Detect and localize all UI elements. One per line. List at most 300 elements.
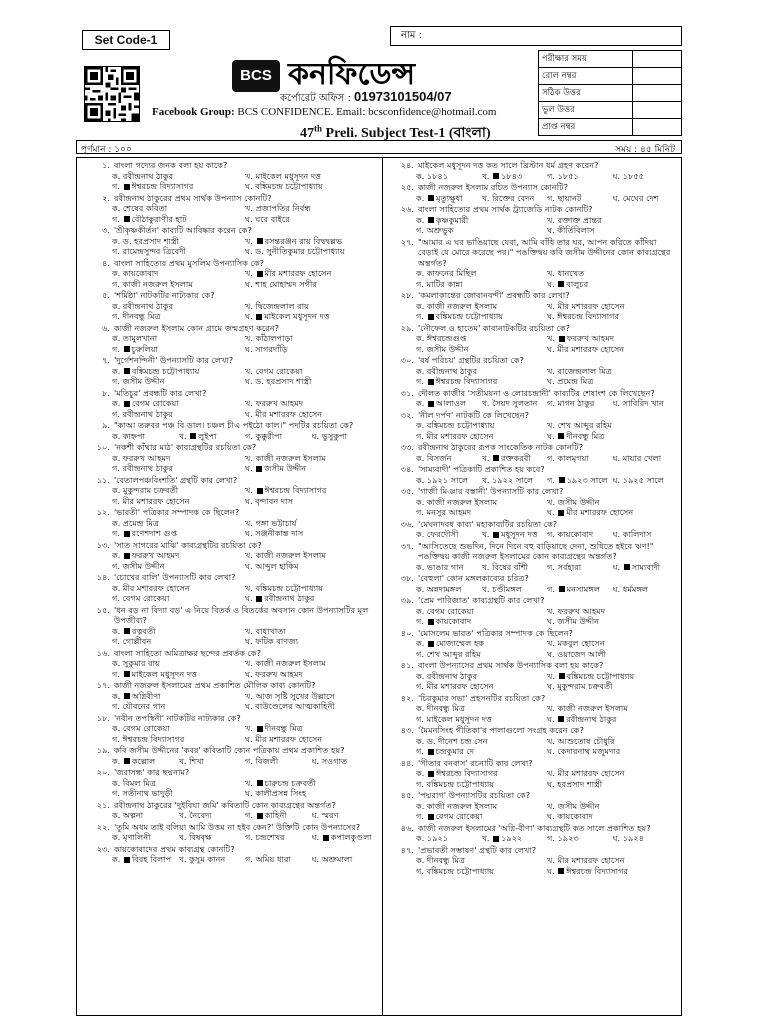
option[interactable]: ক. তামুলখানা [112, 333, 158, 343]
question-text: 'কমলাকান্তের জোবানবন্দী' প্রবন্ধটি কার লেখা? [418, 290, 570, 300]
option[interactable]: খ. জসীম উদ্দীন [547, 496, 600, 507]
options-list [386, 855, 678, 876]
option[interactable]: ঘ. কায়কোবাদ [547, 811, 593, 821]
option[interactable]: খ. ফররুখ আহমদ [547, 605, 606, 616]
info-row [539, 51, 682, 68]
option[interactable]: ক. দীনবন্ধু মিত্র [416, 703, 466, 713]
options-list [82, 778, 378, 799]
option[interactable]: খ. ফররুখ আহমদ [245, 398, 304, 408]
info-value-cell[interactable] [633, 119, 682, 136]
question-number: ৩৯. [400, 595, 414, 605]
option[interactable]: ক. অগ্নিবীণা [112, 690, 161, 701]
question-text: "আসিতেছে শুভদিন, দিনে দিনে বহু বাড়িয়াছে দেনা, শুধিতে হইবে ঋণ!" পঙক্তিদ্বয় কাজী নজরুল ইসলামের কোন কাব্যগ্রন্থের অন্তর্গত? [418, 540, 654, 561]
question-number: ২৪. [400, 160, 414, 170]
option[interactable]: ঘ. কপালকুণ্ডলা [311, 832, 372, 842]
option[interactable]: ঘ. মীর মশাররফ হোসেন [245, 408, 323, 419]
option[interactable]: ক. বেগম রোকেয়া [416, 605, 474, 616]
logo-badge: BCS [232, 60, 280, 92]
correct-answer-mark-icon [257, 726, 263, 732]
option[interactable]: ক. কৃষ্ণকুমারী [416, 214, 469, 225]
option[interactable]: খ. মীর মশাররফ হোসেন [547, 855, 625, 865]
option[interactable]: গ. শেখ আব্দুর রহিম [416, 648, 481, 659]
correct-answer-mark-icon [428, 641, 434, 647]
question-item [82, 822, 378, 843]
option[interactable]: ঘ. স্মরণ [311, 810, 339, 820]
question-text: বাংলা সাহিত্যের প্রথম সার্থক ট্র্যাজেডি নাটক কোনটি? [418, 204, 593, 214]
info-row [539, 119, 682, 136]
question-item [82, 160, 378, 192]
option[interactable]: ঘ. বালুচর [547, 278, 589, 289]
option[interactable]: খ. ধানখেত [547, 268, 585, 278]
option[interactable]: গ. মাইকেল মধুসূদন দত্ত [416, 713, 492, 724]
option[interactable]: ঘ. সাম্যবাদী [612, 561, 661, 572]
question-item [82, 290, 378, 322]
option[interactable]: গ. মীর মশাররফ হোসেন [112, 495, 190, 506]
info-label: পরীক্ষার সময় [539, 51, 633, 68]
correct-answer-mark-icon [624, 564, 630, 570]
options-list [386, 703, 678, 724]
option[interactable]: ক. আলাওল [416, 398, 467, 408]
option[interactable]: ক. কল্লোল [112, 755, 156, 766]
option[interactable]: গ. রবীন্দ্রনাথ ঠাকুর [112, 408, 173, 419]
question-text: 'চিরকুমার সভা' প্রহসনটির রচয়িতা কে? [418, 692, 546, 703]
question-text: বাংলা গদ্যের জনক বলা হয় কাকে? [114, 160, 228, 170]
name-field[interactable]: নাম : [390, 26, 682, 46]
info-row [539, 85, 682, 102]
option[interactable]: ক. রবীন্দ্রনাথ ঠাকুর [112, 300, 174, 311]
correct-answer-mark-icon [124, 628, 130, 634]
correct-answer-mark-icon [190, 433, 196, 439]
option[interactable]: গ. বঙ্কিমচন্দ্র চট্টোপাধ্যায় [416, 311, 504, 321]
option[interactable]: গ. ১৯২৩ সালে [547, 474, 608, 485]
correct-answer-mark-icon [558, 868, 564, 874]
option[interactable]: ক. অন্নদামঙ্গল [416, 583, 462, 594]
question-number: ৩৫. [400, 486, 414, 496]
option[interactable]: ক. অল্পনা [112, 810, 144, 820]
question-item [386, 628, 678, 660]
question-text: রবীন্দ্রনাথ ঠাকুরের রূপক সাংকেতিক নাটক কোনটি? [418, 442, 584, 452]
info-row [539, 68, 682, 85]
option[interactable]: ক. কায়কোবাদ [112, 268, 159, 278]
option[interactable]: খ. ১৮৪৩ [481, 170, 523, 181]
question-number: ৫. [102, 290, 110, 300]
correct-answer-mark-icon [256, 596, 262, 602]
option[interactable]: ক. রবীন্দ্রনাথ ঠাকুর [112, 170, 174, 181]
correct-answer-mark-icon [256, 314, 262, 320]
option[interactable]: ঘ. বাউণ্ডেলের আত্মকাহিনী [245, 701, 335, 711]
option[interactable]: ক. ভাঙার গান [416, 561, 464, 572]
option[interactable]: খ. কাজী নজরুল ইসলাম [245, 658, 326, 668]
question-text: 'বেতালপঞ্চবিংশতি' গ্রন্থটি কার লেখা? [114, 474, 238, 485]
option[interactable]: গ. মাইকেল মধুসূদন দত্ত [112, 668, 197, 679]
option[interactable]: খ. বাধাখাতা [245, 625, 286, 636]
option[interactable]: খ. চণ্ডীমঙ্গল [481, 583, 522, 594]
option[interactable]: ক. বঙ্কিমচন্দ্র চট্টোপাধ্যায় [416, 420, 495, 430]
question-item [386, 442, 678, 463]
info-value-cell[interactable] [633, 102, 682, 119]
option[interactable]: গ. সতীনাথ ভাদুড়ী [112, 788, 173, 798]
question-text: কাজী নজরুল ইসলাম রচিত উপন্যাস কোনটি? [418, 182, 568, 192]
question-number: ১০. [96, 442, 110, 452]
option[interactable]: খ. মীর মশাররফ হোসেন [245, 268, 332, 278]
option[interactable]: গ. চন্দ্রশেখর [245, 832, 285, 842]
option[interactable]: ঘ. কালীপ্রসন্ন সিংহ [245, 788, 307, 798]
exam-time: সময় : ৪৫ মিনিট [615, 145, 675, 155]
question-number: ২৩. [96, 843, 110, 854]
question-number: ২১. [96, 799, 110, 810]
option[interactable]: গ. বেগম রোকেয়া [112, 593, 170, 603]
option[interactable]: গ. গোল্লীবন [112, 636, 152, 646]
question-number: ৪৫. [400, 790, 414, 800]
question-number: ৪৭. [400, 844, 414, 855]
option[interactable]: ক. দীনবন্ধু মিত্র [416, 855, 466, 865]
question-number: ৮. [102, 387, 110, 398]
option[interactable]: ক. ড. দীনেশ চন্দ্র সেন [416, 735, 488, 746]
question-number: ২. [102, 192, 110, 203]
option[interactable]: ক. ১৮৪১ [416, 170, 449, 181]
option[interactable]: ঘ. প্রমেন্দ্র মিত্র [547, 376, 594, 386]
option[interactable]: খ. ফররুখ আহমদ [547, 333, 615, 343]
option[interactable]: গ. চন্দ্রকুমার দে [416, 746, 474, 756]
question-item [386, 725, 678, 757]
question-item [82, 442, 378, 474]
option[interactable]: গ. রামেন্দ্রসুন্দর ত্রিবেদী [112, 246, 186, 256]
option[interactable]: ঘ. ১৯২৪ [612, 833, 645, 843]
option[interactable]: ঘ. কালিদাস [612, 529, 652, 539]
option[interactable]: ক. বিমল মিত্র [112, 777, 156, 788]
option[interactable]: গ. বিজলী [245, 755, 279, 766]
option[interactable]: গ. কাজী নজরুল ইসলাম [112, 278, 193, 289]
option[interactable]: ঘ. বৃন্দাবন দাস [245, 495, 293, 506]
question-number: ৩. [102, 225, 110, 235]
option[interactable]: খ. দীনবন্ধু মিত্র [245, 723, 303, 733]
option[interactable]: গ. কায়কোবাদ [547, 529, 594, 539]
option[interactable]: খ. আশুতোষ চৌধুরি [547, 735, 615, 746]
option[interactable]: খ. রাজেন্দ্রলাল মিত্র [547, 365, 612, 376]
option[interactable]: ঘ. আব্দুল হাকিম [245, 560, 299, 571]
option[interactable]: গ. ১৮৫১ [547, 170, 579, 181]
option[interactable]: ক. ফররুখ আহমদ [112, 550, 180, 560]
option[interactable]: গ. মাটির কান্না [416, 278, 463, 289]
option[interactable]: গ. রণেশদাশ গুপ্ত [112, 528, 178, 538]
option[interactable]: ঘ. শাহ মোহাম্মদ সগীর [245, 278, 317, 289]
question-number: ২২. [96, 821, 110, 832]
option[interactable]: গ. জসীম উদ্দীন [416, 343, 469, 354]
question-item [386, 204, 678, 236]
option[interactable]: খ. ১৯২২ [481, 833, 523, 843]
option[interactable]: ঘ. ভুসুকুপা [311, 430, 347, 441]
option[interactable]: ক. প্রমেন্দ্র মিত্র [112, 517, 160, 528]
logo-text: কনফিডেন্স [288, 57, 416, 92]
option[interactable]: ঘ. হরপ্রসাদ শাস্ত্রী [547, 778, 603, 789]
options-list [386, 420, 678, 441]
option[interactable]: ক. ড. হরপ্রসাদ শাস্ত্রী [112, 235, 179, 246]
info-value-cell[interactable] [633, 51, 682, 68]
options-list [82, 691, 378, 712]
question-text: দৌলত কাজীর 'সতীময়না ও লোরচন্দ্রানী' কাব্যটির শেষাংশ কে লিখেছেন? [418, 387, 655, 398]
question-item [82, 605, 378, 647]
option[interactable]: গ. কালমৃগয়া [547, 452, 589, 463]
correct-answer-mark-icon [257, 238, 263, 244]
option[interactable]: খ. রক্তাক্ত প্রান্তর [547, 214, 602, 225]
question-text: মাইকেল মধুসূদন দত্ত কত সালে খ্রিস্টান ধর্ম গ্রহণ করেন? [418, 160, 599, 170]
correct-answer-mark-icon [124, 857, 130, 863]
option[interactable]: ঘ. রবীন্দ্রনাথ ঠাকুর [547, 713, 617, 724]
option[interactable]: খ. মধুসূদন দত্ত [481, 529, 538, 539]
question-text: 'মোসলেম ভারত' পত্রিকার সম্পাদক কে ছিলেন? [418, 627, 574, 638]
option[interactable]: খ. চারুচন্দ্র চক্রবর্তী [245, 777, 316, 788]
option[interactable]: ঘ. সওগাত [311, 755, 348, 766]
correct-answer-mark-icon [428, 314, 434, 320]
option[interactable]: ক. মীর মশাররফ হোসেন [112, 582, 190, 593]
question-item [82, 540, 378, 572]
question-number: ৩৪. [400, 464, 414, 474]
option[interactable]: ঘ. ওয়াজেদ আলী [547, 648, 606, 659]
option[interactable]: গ. দীনবন্ধু মিত্র [112, 311, 161, 321]
question-item [386, 758, 678, 790]
correct-answer-mark-icon [559, 673, 565, 679]
option[interactable]: গ. যৌবনের গান [112, 701, 166, 711]
question-text: বাংলা উপন্যাসের প্রথম সার্থক উপন্যাসিক বলা হয় কাকে? [418, 660, 604, 670]
correct-answer-mark-icon [124, 553, 130, 559]
question-item [386, 845, 678, 877]
question-text: 'নৌফেল ও হাতেম' কাব্যনাটকটির রচয়িতা কে? [418, 322, 570, 333]
options-list [386, 801, 678, 822]
option[interactable]: ঘ. কীর্তিবিলাস [547, 225, 595, 235]
option[interactable]: ঘ. জসীম উদ্দীন [547, 616, 600, 626]
option[interactable]: খ. মীর মশাররফ হোসেন [547, 300, 625, 311]
option[interactable]: ঘ. ফটিক বাণজ্য [245, 636, 298, 646]
question-number: ৩২. [400, 409, 414, 420]
option[interactable]: ঘ. মেঘের দেশ [612, 192, 659, 203]
option[interactable]: ক. ঈশ্বরচন্দ্র বিদ্যাসাগর [416, 768, 498, 778]
options-list [386, 301, 678, 322]
option[interactable]: ঘ. রবীন্দ্রনাথ ঠাকুর [245, 593, 315, 603]
option[interactable]: ক. ফররুখ আহমদ [112, 452, 171, 463]
option[interactable]: গ. ঈশ্বরচন্দ্র বিদ্যাসাগর [112, 181, 194, 191]
option[interactable]: ঘ. মীর মশাররফ হোসেন [245, 733, 323, 744]
option[interactable]: গ. বেগম রোকেয়া [416, 811, 483, 821]
option[interactable]: খ. দ্বিজেন্দ্রলাল রায় [245, 300, 309, 311]
option[interactable]: ক. বঙ্কিমচন্দ্র চট্টোপাধ্যায় [112, 365, 200, 376]
option[interactable]: ঘ. সাবিরিদ খান [612, 398, 664, 408]
option[interactable]: ক. বিসর্জন [416, 452, 452, 463]
option[interactable]: গ. জসীম উদ্দীন [112, 376, 165, 386]
option[interactable]: ক. বিরহ বিলাপ [112, 854, 172, 864]
option[interactable]: গ. মনসুর আহমদ [416, 507, 472, 517]
option[interactable]: খ. রক্তকরবী [481, 452, 531, 463]
option[interactable]: খ. মীর মশাররফ হোসেন [547, 768, 625, 778]
option[interactable]: খ. কাজী নজরুল ইসলাম [245, 550, 326, 560]
option[interactable]: খ. ঈশ্বরচন্দ্র বিদ্যাসাগর [245, 485, 327, 495]
option[interactable]: ঘ. ড. হরপ্রসাদ শাস্ত্রী [245, 376, 312, 386]
option[interactable]: ক. ১৯২১ সালে [416, 474, 468, 485]
info-value-cell[interactable] [633, 85, 682, 102]
option[interactable]: ক. কাজী নজরুল ইসলাম [416, 496, 498, 507]
option[interactable]: খ. ১৯২২ সালে [481, 474, 534, 485]
option[interactable]: ঘ. ঈশ্বরচন্দ্র বিদ্যাসাগর [547, 311, 620, 321]
correct-answer-mark-icon [257, 813, 263, 819]
options-list [82, 203, 378, 224]
option[interactable]: ঘ. অশ্রুমালা [311, 854, 353, 864]
option[interactable]: ঘ. ঘরে বাইরে [245, 213, 290, 224]
option[interactable]: খ. জসীম উদ্দীন [547, 800, 600, 811]
option[interactable]: খ. রিক্তের বেদন [481, 192, 535, 203]
option[interactable]: ঘ. বঙ্কিমচন্দ্র চট্টোপাধ্যায় [245, 181, 323, 191]
question-number: ৩৩. [400, 442, 414, 452]
option[interactable]: গ. রবীন্দ্রনাথ ঠাকুর [112, 463, 173, 473]
question-number: ১৫. [96, 604, 110, 615]
option[interactable]: গ. কায়কোবাদ [416, 616, 472, 626]
option[interactable]: ঘ. ঈশ্বরচন্দ্র বিদ্যাসাগর [547, 865, 629, 876]
option[interactable]: ক. ফেরদৌসী [416, 529, 459, 539]
option[interactable]: ক. কাজী নজরুল ইসলাম [416, 300, 498, 311]
correct-answer-mark-icon [493, 836, 499, 842]
question-text: 'নকশী কাঁথার মাঠ' কাব্যগ্রন্থটির রচয়িতা কে? [114, 442, 257, 452]
option[interactable]: খ. শিখা [178, 755, 205, 766]
option[interactable]: গ. সর্বহারা [547, 561, 582, 572]
option[interactable]: ক. শেষের কবিতা [112, 203, 168, 213]
option[interactable]: গ. ১৯২৩ [547, 833, 579, 843]
option[interactable]: ঘ. জসীম উদ্দীন [245, 463, 307, 473]
option[interactable]: খ. মাইকেল মধুসূদন দত্ত [245, 170, 321, 181]
option[interactable]: ঘ. সাগরদাঁড়ি [245, 343, 288, 354]
question-text: 'সাত সাগরের মাঝি' কাব্যগ্রন্থটির রচয়িতা কে? [114, 539, 262, 550]
option[interactable]: ক. বেগম রোকেয়া [112, 723, 170, 733]
option[interactable]: ক. ১৯২১ [416, 833, 449, 843]
option[interactable]: ক. বেগম রোকেয়া [112, 398, 179, 408]
option[interactable]: খ. কাঁঠালপাড়া [245, 333, 293, 343]
options-list [82, 518, 378, 539]
correct-answer-mark-icon [124, 671, 130, 677]
option[interactable]: গ. মীর মশাররফ হোসেন [416, 681, 494, 691]
options-list [386, 171, 678, 182]
correct-answer-mark-icon [493, 455, 499, 461]
option[interactable]: গ. বঙ্কিমচন্দ্র চট্টোপাধ্যায় [416, 865, 495, 876]
option[interactable]: খ. বিষবৃক্ষ [178, 832, 212, 842]
question-text: "আমার এ ঘর ভাঙিয়াছে যেবা, আমি বাঁধি তার ঘর, আপন করিতে কাঁদিয়া বেড়াই যে মোরে করেছে পর।" পঙক্তিদ্বয় কবি জসীম উদ্দীনের কোন কাব্যগ্রন্থের অন্তর্গত? [418, 236, 671, 268]
option[interactable]: খ. শেখ আব্দুর রহিম [547, 420, 612, 430]
question-number: ৬. [102, 322, 110, 333]
question-item [386, 519, 678, 540]
options-list [386, 453, 678, 464]
option[interactable]: ক. মৃণালিনী [112, 832, 151, 842]
option[interactable]: ক. রবীন্দ্রনাথ ঠাকুর [416, 670, 478, 681]
option[interactable]: খ. বসন্তরঞ্জন রায় বিদ্বদ্বল্লভ [245, 235, 343, 246]
question-text: কায়কোবাদের প্রথম কাব্যগ্রন্থ কোনটি? [114, 843, 235, 854]
options-list [386, 497, 678, 518]
option[interactable]: খ. সৈয়দ সুলতান [481, 398, 538, 408]
option[interactable]: ঘ. কেদারনাথ মজুমদার [547, 746, 621, 756]
option[interactable]: ক. সুকুমার রায় [112, 658, 160, 668]
option[interactable]: ক. মোজাম্মেল হক [416, 638, 484, 648]
options-list [386, 736, 678, 757]
question-item [82, 388, 378, 420]
option[interactable]: ঘ. মায়ার খেলা [612, 452, 662, 463]
option[interactable]: গ. ঈশ্বরচন্দ্র বিদ্যাসাগর [112, 733, 185, 744]
option[interactable]: গ. অমিয় ধারা [245, 854, 291, 864]
option[interactable]: খ. বঙ্কিমচন্দ্র চট্টোপাধ্যায় [245, 582, 324, 593]
option[interactable]: ঘ. মুকুন্দরাম চক্রবর্তী [547, 681, 613, 691]
facebook-line [152, 106, 496, 118]
option[interactable]: গ. ছায়ানট [547, 192, 582, 203]
option[interactable]: ক. মুকুন্দরাম চক্রবর্তী [112, 485, 179, 495]
option[interactable]: খ. নৈবেদ্য [178, 810, 212, 820]
options-list [386, 398, 678, 409]
option[interactable]: খ. কাজী নজরুল ইসলাম [547, 703, 628, 713]
option[interactable]: খ. গঙ্গা ভট্টাচার্য [245, 517, 297, 528]
option[interactable]: গ. অশ্রুভুক [416, 225, 454, 235]
option[interactable]: ক. রত্নবতী [112, 625, 156, 636]
info-value-cell[interactable] [633, 68, 682, 85]
options-list [386, 638, 678, 659]
option[interactable]: গ. বৌঠাকুরাণীর হাট [112, 213, 187, 224]
correct-answer-mark-icon [558, 433, 564, 439]
option[interactable]: খ. কাজী নজরুল ইসলাম [245, 452, 326, 463]
correct-answer-mark-icon [428, 401, 434, 407]
option[interactable]: ঘ. মাইকেল মধুসূদন দত্ত [245, 311, 330, 321]
option[interactable]: ক. ঈশ্বরচন্দ্রগুপ্ত [416, 333, 467, 343]
option[interactable]: ঘ. মীর মশাররফ হোসেন [547, 343, 625, 354]
option[interactable]: ক. কাজী নজরুল ইসলাম [416, 800, 498, 811]
option[interactable]: ক. কাফনের মিছিল [416, 268, 477, 278]
option[interactable]: গ. চুরুলিয়া [112, 343, 158, 354]
question-number: ২৫. [400, 182, 414, 192]
option[interactable]: খ. প্রজাপতির নির্বন্ধ [245, 203, 311, 213]
options-list [386, 333, 678, 354]
option[interactable]: গ. কুক্কুরীপা [245, 430, 283, 441]
question-item [82, 572, 378, 604]
option[interactable]: ক. রবীন্দ্রনাথ ঠাকুর [416, 365, 478, 376]
question-number: ৩৮. [400, 573, 414, 583]
option[interactable]: গ. বঙ্কিমচন্দ্র চট্টোপাধ্যায় [416, 778, 495, 789]
option[interactable]: ঘ. ফররুখ আহমদ [245, 668, 303, 679]
option[interactable]: খ. বেগম রোকেয়া [245, 365, 303, 376]
option[interactable]: গ. মাগন ঠাকুর [547, 398, 595, 408]
option[interactable]: ক. মৃত্যুক্ষুধা [416, 192, 463, 203]
option[interactable]: খ. লুইপা [178, 430, 217, 441]
option[interactable]: খ. মকবুল হোসেন [547, 638, 605, 648]
option[interactable]: খ. আজ সৃষ্টি সুখের উল্লাসে [245, 690, 335, 701]
option[interactable]: গ. মনসামঙ্গল [547, 583, 600, 594]
option[interactable]: ঘ. ১৯২৫ সালে [612, 474, 664, 485]
option[interactable]: ঘ. মীর মশাররফ হোসেন [547, 507, 634, 517]
question-item [82, 844, 378, 865]
option[interactable]: খ. বঙ্কিমচন্দ্র চট্টোপাধ্যায় [547, 670, 635, 681]
options-list [82, 756, 378, 767]
option[interactable]: খ. বিষের বাঁশী [481, 561, 529, 572]
question-item [82, 475, 378, 507]
correct-answer-mark-icon [256, 466, 262, 472]
correct-answer-mark-icon [428, 195, 434, 201]
option[interactable]: খ. কুসুম কানন [178, 854, 226, 864]
question-number: ১৮. [96, 712, 110, 723]
question-text: 'প্রেম পারিজাত' কাব্যগ্রন্থটি কার লেখা? [418, 595, 545, 605]
question-text: 'ধন বড় না বিদ্যা বড়' এ নিয়ে বিতর্ক ও বিতর্কের অবসান কোন উপন্যাসটির মূল উপজীব্য? [114, 604, 369, 625]
option[interactable]: ক. কাহ্নপা [112, 430, 146, 441]
option[interactable]: ঘ. সঞ্জনীকান্ত দাস [245, 528, 304, 538]
correct-answer-mark-icon [124, 693, 130, 699]
option[interactable]: ঘ. ১৮৫৫ [612, 170, 645, 181]
option[interactable]: গ. কাহিনী [245, 810, 287, 820]
option[interactable]: গ. জসীম উদ্দীন [112, 560, 165, 571]
option[interactable]: ঘ. ধর্মমঙ্গল [612, 583, 648, 594]
option[interactable]: গ. মীর মশাররফ হোসেন [416, 430, 494, 441]
option[interactable]: ঘ. দীনবন্ধু মিত্র [547, 430, 605, 441]
correct-answer-mark-icon [124, 401, 130, 407]
option[interactable]: ঘ. ড. সুনীতিকুমার চট্টোপাধ্যায় [245, 246, 345, 256]
option[interactable]: গ. ঈশ্বরচন্দ্র বিদ্যাসাগর [416, 376, 498, 386]
